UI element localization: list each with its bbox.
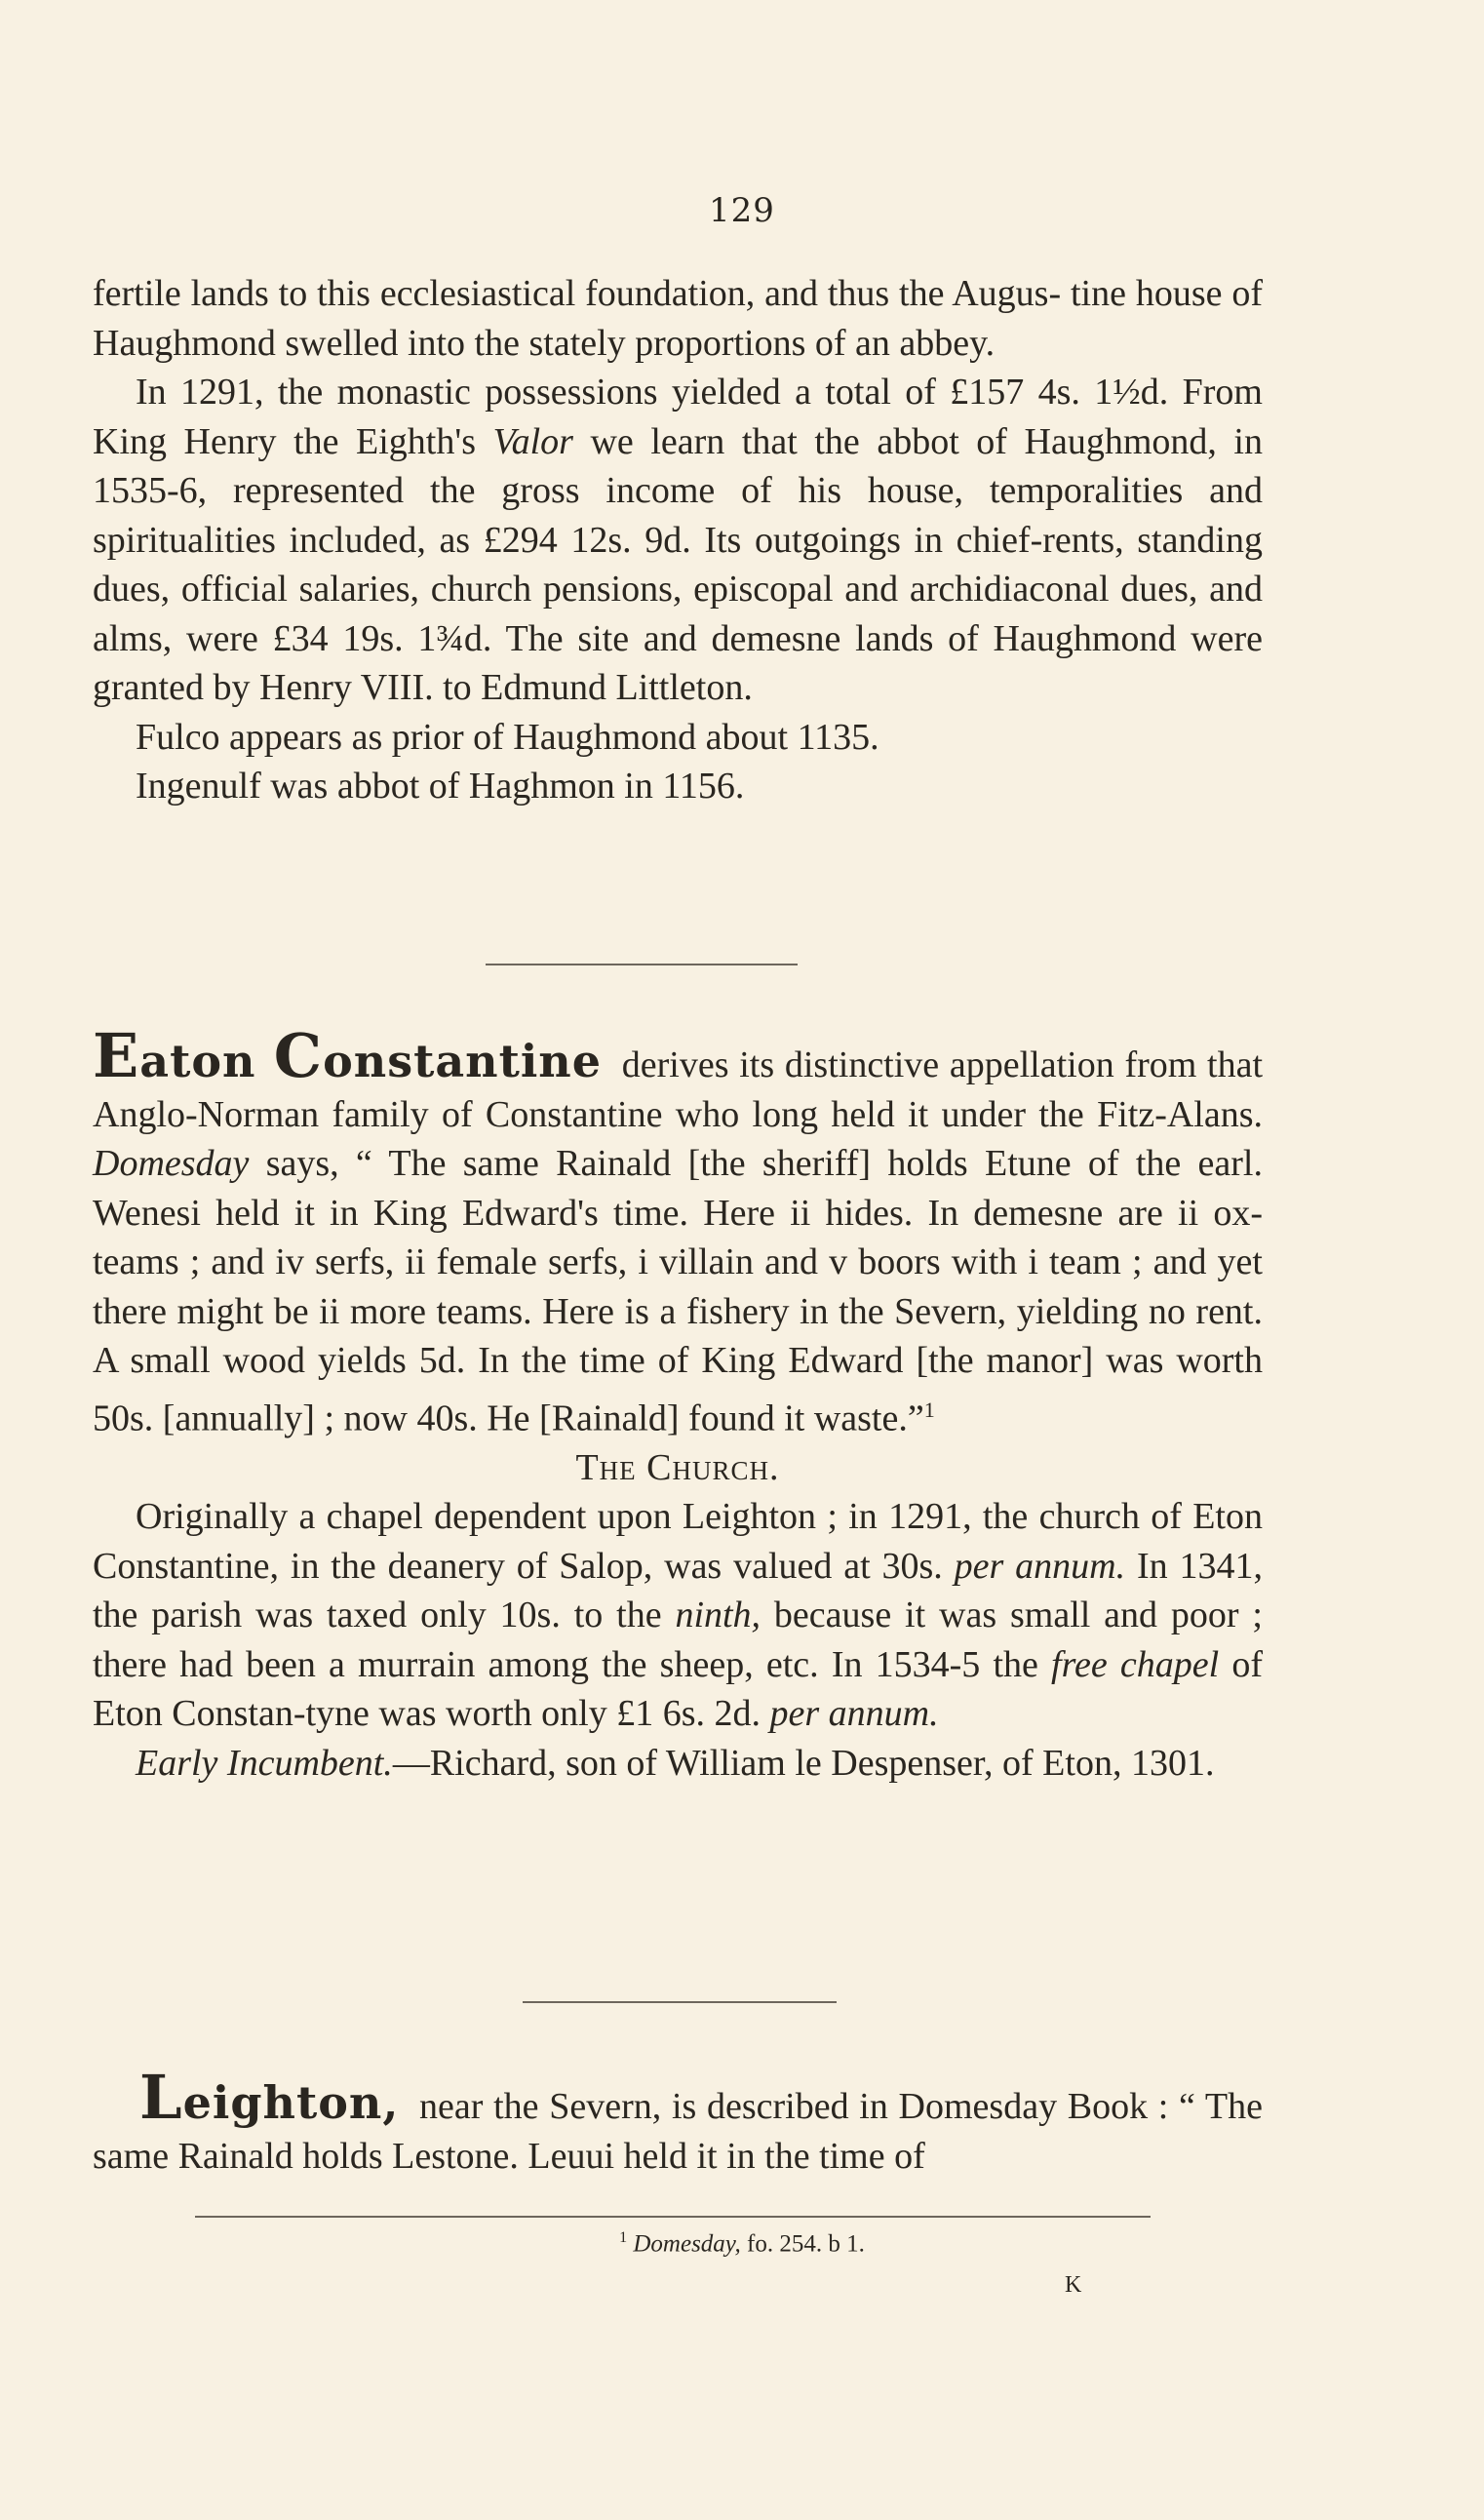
footnote-marker: 1: [923, 1397, 935, 1422]
paragraph-leighton: Leighton, near the Severn, is described in Domesday Book : “ The same Rainald holds Lestone. Leuui held it in the time of: [93, 2062, 1264, 2177]
paragraph-abbot: Ingenulf was abbot of Haghmon in 1156.: [136, 766, 745, 807]
paragraph-incumbent: Early Incumbent.—Richard, son of William le Despenser, of Eton, 1301.: [136, 1742, 1215, 1784]
abbey-section: [93, 269, 1263, 811]
leighton-heading: Leighton,: [139, 2062, 400, 2133]
paragraph-church: Originally a chapel dependent upon Leighton ; in 1291, the church of Eton Constantine, in the deanery of Salop, was valued at 30s. per annum. In 1341, the parish was taxed only 10s. to the ninth, because it was small and poor ; there had been a murrain among the sheep, etc. In 1534-5 the free chapel of Eton Constan-tyne was worth only £1 6s. 2d. per annum.: [93, 1496, 1263, 1735]
paragraph-prior: Fulco appears as prior of Haughmond about 1135.: [136, 716, 879, 758]
footnote: $^1$ Domesday, fo. 254. b 1.: [619, 2229, 865, 2258]
section-divider: [486, 964, 798, 965]
leighton-section: [93, 2062, 1264, 2181]
eaton-section: [93, 1020, 1264, 1788]
eaton-heading: Eaton Constantine: [93, 1020, 603, 1091]
signature-mark: K: [1065, 2272, 1082, 2298]
paragraph-income: In 1291, the monastic possessions yielded a total of £157 4s. 1½d. From King Henry the Eighth's Valor we learn that the abbot of Haughmond, in 1535-6, represented the gross income of his house, temporalities and spiritualities included, as £294 12s. 9d. Its outgoings in chief-rents, standing dues, official salaries, church pensions, episcopal and archidiaconal dues, and alms, were £34 19s. 1¾d. The site and demesne lands of Haughmond were granted by Henry VIII. to Edmund Littleton.: [93, 372, 1263, 708]
paragraph-eaton: Eaton Constantine derives its distinctive appellation from that Anglo-Norman family of Constantine who long held it under the Fitz-Alans. Domesday says, “ The same Rainald [the sheriff] holds Etune of the earl. Wenesi held it in King Edward's time. Here ii hides. In demesne are ii ox-teams ; and iv serfs, ii female serfs, i villain and v boors with i team ; and yet there might be ii more teams. Here is a fishery in the Severn, yielding no rent. A small wood yields 5d. In the time of King Edward [the manor] was worth 50s. [annually] ; now 40s. He [Rainald] found it waste.”$^1$: [93, 1020, 1264, 1439]
valor-title: Valor: [492, 420, 573, 462]
section-divider: [523, 2001, 837, 2003]
footnote-rule: [195, 2216, 1151, 2218]
page-number: 129: [709, 191, 775, 230]
paragraph-continuation: [93, 269, 1263, 368]
text-line: fertile lands to this ecclesiastical foundation, and thus the Augus-: [93, 273, 1062, 314]
text-line: an abbey.: [855, 322, 996, 364]
text-line: tine house of Haughmond swelled into the stately proportions of: [93, 273, 1264, 364]
church-heading: The Church.: [575, 1446, 780, 1488]
